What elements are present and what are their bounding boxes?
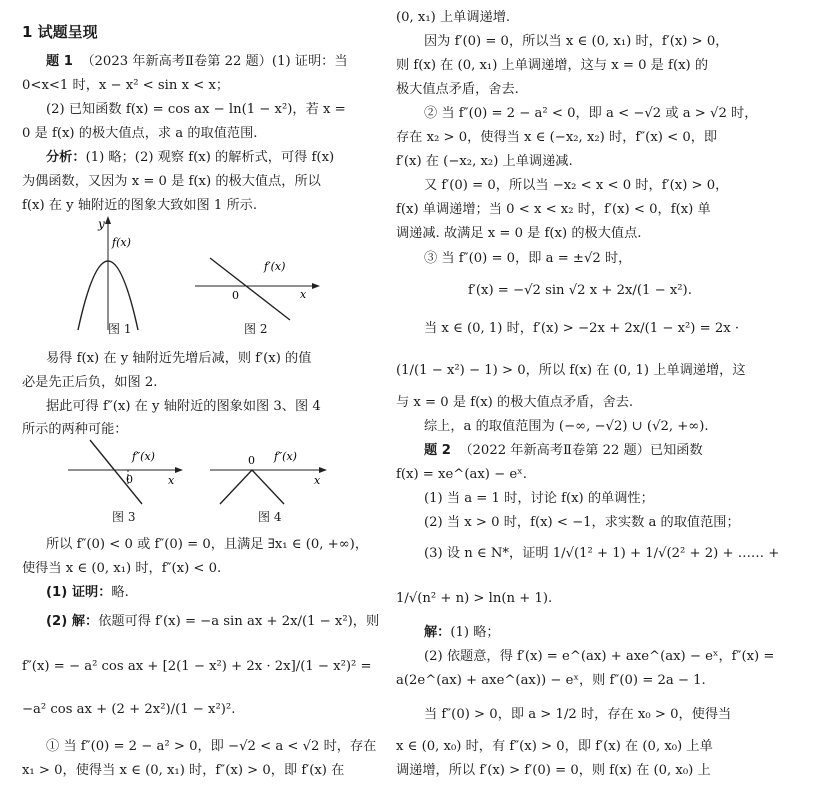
right-line14: (1/(1 − x²) − 1) > 0，所以 f(x) 在 (0, 1) 上单调递增，这 <box>396 363 746 378</box>
analysis-line6: 据此可得 f″(x) 在 y 轴附近的图象如图 3、图 4 <box>46 399 321 414</box>
fig3-x-label: x <box>168 474 175 487</box>
problem2-source: （2022 年新高考Ⅱ卷第 22 题）已知函数 <box>459 443 703 458</box>
figure-3-4 <box>60 436 330 508</box>
solution2-line6: 调递增，所以 f′(x) > f′(0) = 0，则 f(x) 在 (0, x₀) 上 <box>396 763 711 778</box>
problem2-line6: 1/√(n² + n) > ln(n + 1). <box>396 591 553 606</box>
fig4-line <box>220 470 284 504</box>
right-line13: 当 x ∈ (0, 1) 时，f′(x) > −2x + 2x/(1 − x²) = 2x · <box>424 321 740 336</box>
right-line1: (0, x₁) 上单调递增. <box>396 10 511 25</box>
right-line16: 综上，a 的取值范围为 (−∞, −√2) ∪ (√2, +∞). <box>424 419 709 434</box>
caption-fig4: 图 4 <box>258 510 282 524</box>
fig1-y-arrow <box>105 216 111 224</box>
analysis-line9: 使得当 x ∈ (0, x₁) 时，f″(x) < 0. <box>22 561 222 576</box>
problem2-label: 题 2 <box>424 443 451 458</box>
solution-line1 <box>46 613 379 630</box>
right-line9: f(x) 单调递增；当 0 < x < x₂ 时，f′(x) < 0，f(x) 单 <box>396 202 711 217</box>
right-line2: 因为 f′(0) = 0，所以当 x ∈ (0, x₁) 时，f′(x) > 0， <box>424 34 729 49</box>
analysis-text: (1) 略；(2) 观察 f(x) 的解析式，可得 f(x) <box>85 150 335 165</box>
problem1-label: 题 1 <box>46 54 73 69</box>
right-line4: 极大值点矛盾，舍去. <box>396 82 519 97</box>
fig2-fpx-label: f′(x) <box>264 260 286 273</box>
fig4-fppx-label: f″(x) <box>274 450 297 463</box>
proof-line <box>46 584 129 601</box>
right-line7: f′(x) 在 (−x₂, x₂) 上单调递减. <box>396 154 573 169</box>
right-line10: 调递减. 故满足 x = 0 是 f(x) 的极大值点. <box>396 226 642 241</box>
section-title: 1 试题呈现 <box>22 23 98 41</box>
right-line11: ③ 当 f″(0) = 0，即 a = ±√2 时， <box>424 251 632 266</box>
problem2-line1 <box>424 442 703 459</box>
analysis-line8: 所以 f″(0) < 0 或 f″(0) = 0，且满足 ∃x₁ ∈ (0, +∞)， <box>46 537 369 552</box>
solution2-line3: a(2e^(ax) + axe^(ax)) − eˣ，则 f″(0) = 2a − 1. <box>396 673 706 688</box>
fig4-x-label: x <box>314 474 321 487</box>
analysis-line3: f(x) 在 y 轴附近的图象大致如图 1 所示. <box>22 198 258 213</box>
right-line3: 则 f(x) 在 (0, x₁) 上单调递增，这与 x = 0 是 f(x) 的 <box>396 58 709 73</box>
analysis-label: 分析： <box>46 150 86 165</box>
solution2-line5: x ∈ (0, x₀) 时，有 f″(x) > 0，即 f′(x) 在 (0, x₀) 上单 <box>396 739 713 754</box>
solution2-text: (1) 略； <box>450 625 500 640</box>
analysis-line4: 易得 f(x) 在 y 轴附近先增后减，则 f′(x) 的值 <box>46 351 312 366</box>
solution2-line4: 当 f″(0) > 0，即 a > 1/2 时，存在 x₀ > 0，使得当 <box>424 707 732 722</box>
solution2-line2: (2) 依题意，得 f′(x) = e^(ax) + axe^(ax) − eˣ，f″(x) = <box>424 649 775 664</box>
problem2-line4: (2) 当 x > 0 时，f(x) < −1，求实数 a 的取值范围； <box>424 515 740 530</box>
fig4-x-arrow <box>319 467 327 473</box>
solution-line5: x₁ > 0，使得当 x ∈ (0, x₁) 时，f″(x) > 0，即 f′(x) 在 <box>22 763 345 778</box>
right-line8: 又 f′(0) = 0，所以当 −x₂ < x < 0 时，f′(x) > 0， <box>424 178 729 193</box>
fig2-zero: 0 <box>232 289 239 302</box>
problem1-source: （2023 年新高考Ⅱ卷第 22 题）(1) 证明：当 <box>81 54 348 69</box>
problem2-line2: f(x) = xe^(ax) − eˣ. <box>396 467 527 482</box>
fig4-zero: 0 <box>248 454 255 467</box>
caption-fig3: 图 3 <box>112 510 136 524</box>
problem1-line1 <box>46 53 348 70</box>
fig2-x-arrow <box>312 283 320 289</box>
caption-fig1: 图 1 <box>108 322 132 336</box>
fig1-y-label: y <box>98 217 105 231</box>
proof-text: 略. <box>111 585 129 600</box>
right-line15: 与 x = 0 是 f(x) 的极大值点矛盾，舍去. <box>396 395 634 410</box>
fig3-fppx-label: f″(x) <box>132 450 155 463</box>
caption-fig2: 图 2 <box>244 322 268 336</box>
analysis-line5: 必是先正后负，如图 2. <box>22 375 158 390</box>
solution-line3: −a² cos ax + (2 + 2x²)/(1 − x²)². <box>22 702 236 717</box>
right-formula1: f′(x) = −√2 sin √2 x + 2x/(1 − x²). <box>468 283 692 298</box>
solution-line2: f″(x) = − a² cos ax + [2(1 − x²) + 2x · 2x]/(1 − x²)² = <box>22 659 372 674</box>
problem2-line3: (1) 当 a = 1 时，讨论 f(x) 的单调性； <box>424 491 654 506</box>
fig1-fx-label: f(x) <box>112 236 131 249</box>
fig3-x-arrow <box>175 467 183 473</box>
problem1-line3: (2) 已知函数 f(x) = cos ax − ln(1 − x²)，若 x = <box>46 102 346 117</box>
figure-1-2 <box>60 212 340 342</box>
analysis-line2: 为偶函数，又因为 x = 0 是 f(x) 的极大值点，所以 <box>22 174 321 189</box>
problem1-line4: 0 是 f(x) 的极大值点，求 a 的取值范围. <box>22 126 258 141</box>
solution2-line1 <box>424 624 500 641</box>
solution-label: (2) 解： <box>46 614 99 629</box>
problem2-line5: (3) 设 n ∈ N*，证明 1/√(1² + 1) + 1/√(2² + 2) + …… + <box>424 546 780 561</box>
problem1-line2: 0<x<1 时，x − x² < sin x < x； <box>22 78 230 93</box>
analysis-line7: 所示的两种可能： <box>22 422 128 437</box>
fig3-zero: 0 <box>126 473 133 486</box>
solution-line4: ① 当 f″(0) = 2 − a² > 0，即 −√2 < a < √2 时，存在 <box>46 739 377 754</box>
solution-text: 依题可得 f′(x) = −a sin ax + 2x/(1 − x²)，则 <box>98 614 380 629</box>
solution2-label: 解： <box>424 625 451 640</box>
right-line6: 存在 x₂ > 0，使得当 x ∈ (−x₂, x₂) 时，f″(x) < 0，即 <box>396 130 718 145</box>
fig2-x-label: x <box>300 288 307 301</box>
right-line5: ② 当 f″(0) = 2 − a² < 0，即 a < −√2 或 a > √2 时， <box>424 106 758 121</box>
analysis-line1 <box>46 149 334 166</box>
proof-label: (1) 证明： <box>46 585 112 600</box>
